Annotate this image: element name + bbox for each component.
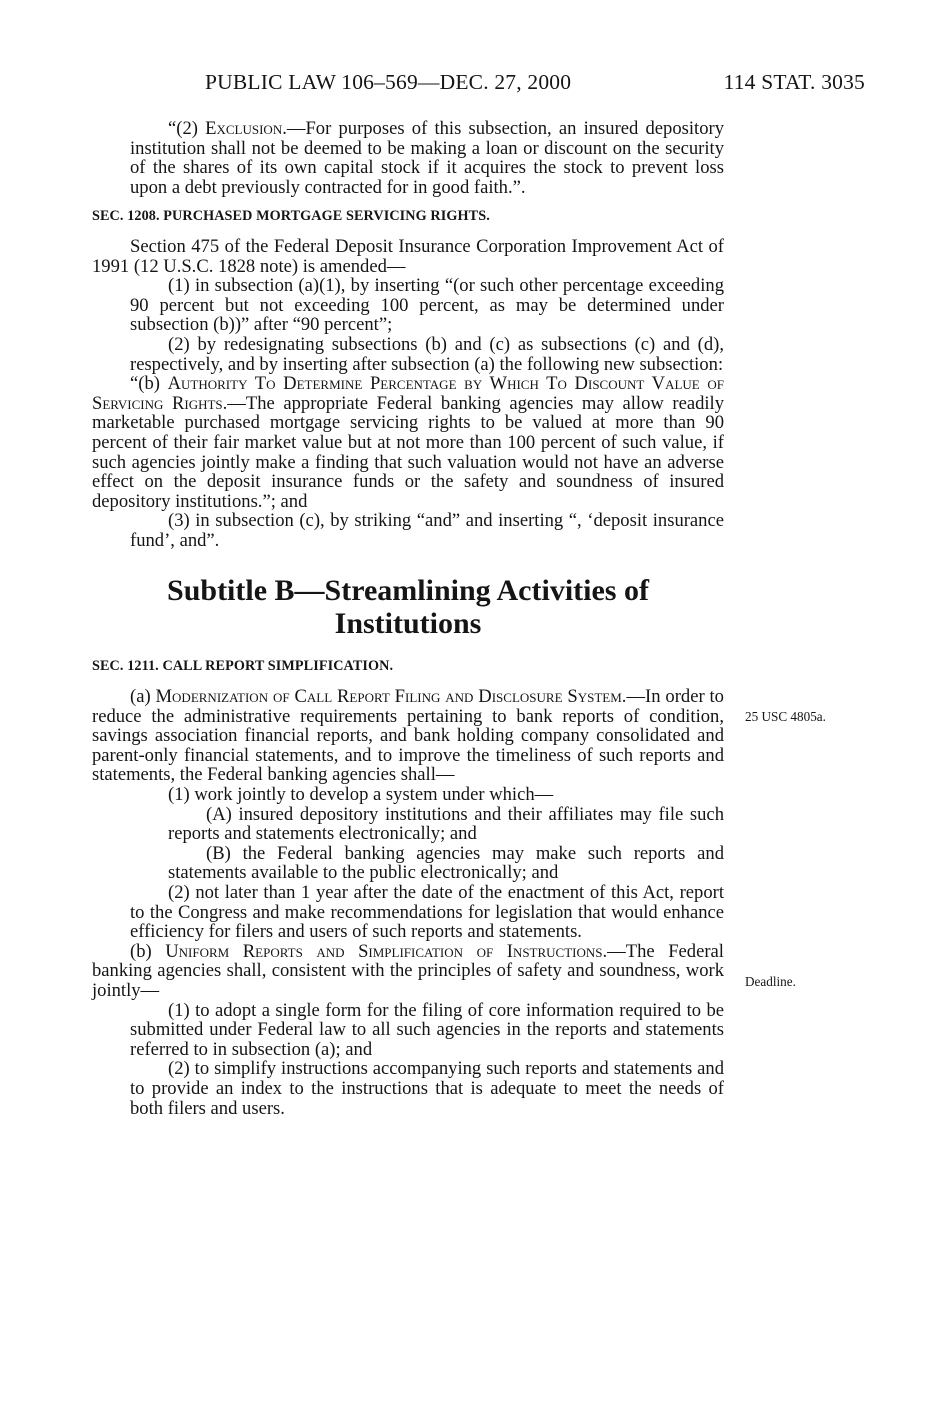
running-header [205,70,865,100]
section-1208-heading: SEC. 1208. PURCHASED MORTGAGE SERVICING RIGHTS. [92,208,490,225]
para-open: (a) [130,686,156,708]
header-citation: PUBLIC LAW 106–569—DEC. 27, 2000 [205,70,572,94]
section-1211-b-1: (1) to adopt a single form for the filing of core information required to be submitted under Federal law to all such agencies in the reports and statements referred to in subsection (a); and [130,999,724,1060]
section-1211-b-2: (2) to simplify instructions accompanying such reports and statements and to provide an index to the instructions that is adequate to meet the needs of both filers and users. [130,1058,724,1119]
para-open: “(b) [130,373,168,395]
subtitle-heading: Subtitle B—Streamlining Activities of Institutions [167,574,649,641]
section-1211-a-1: (1) work jointly to develop a system under which— [168,784,554,806]
section-1211-heading: SEC. 1211. CALL REPORT SIMPLIFICATION. [92,658,394,675]
section-1208-item-2: (2) by redesignating subsections (b) and (c) as subsections (c) and (d), respectively, and by inserting after subsection (a) the following new subsection: [130,333,724,375]
para-text: .—For purposes of this subsection, an insured depository institution shall not be deemed to be making a loan or discount on the security of the shares of its own capital stock if it acquires the stock to prevent loss upon a debt previously contracted for in good faith.”. [130,118,724,198]
section-1211-a-2: (2) not later than 1 year after the date of the enactment of this Act, report to the Congress and make recommendations for legislation that would enhance efficiency for filers and users of such reports and statements. [130,882,724,943]
para-text: .—In order to reduce the administrative requirements pertaining to bank reports of condition, savings association financial reports, and bank holding company consolidated and parent-only financial statements, and to improve the timeliness of such reports and statements, the Federal banking agencies shall— [92,686,724,786]
section-1211-subsection-b [92,942,724,1001]
margin-note-usc: 25 USC 4805a. [745,709,826,724]
section-1208-subsection-b [92,374,724,511]
para-text: .—The Federal banking agencies shall, consistent with the principles of safety and soundness, work jointly— [92,940,724,1001]
section-1208-item-3: (3) in subsection (c), by striking “and” and inserting “, ‘deposit insurance fund’, and”. [130,510,724,551]
section-1208-intro: Section 475 of the Federal Deposit Insurance Corporation Improvement Act of 1991 (12 U.S.C. 1828 note) is amended— [92,235,724,277]
para-caption: Modernization of Call Report Filing and Disclosure System [155,686,622,708]
section-1211-a-1-A: (A) insured depository institutions and their affiliates may file such reports and statements electronically; and [168,803,724,845]
para-caption: Exclusion [205,118,283,139]
paragraph-exclusion [92,119,724,197]
section-1208-item-1: (1) in subsection (a)(1), by inserting “(or such other percentage exceeding 90 percent but not exceeding 100 percent, as may be determined under subsection (b))” after “90 percent”; [130,275,724,336]
section-1211-subsection-a [92,687,724,785]
para-open: (b) [130,940,166,962]
para-open: “(2) [168,118,206,139]
header-page-number: 114 STAT. 3035 [723,70,865,94]
para-caption: Uniform Reports and Simplification of Instructions [165,940,603,962]
margin-note-deadline: Deadline. [745,974,796,989]
body-text [92,119,724,1118]
section-1211-a-1-B: (B) the Federal banking agencies may make such reports and statements available to the public electronically; and [168,842,724,884]
para-caption: Authority To Determine Percentage by Which To Discount Value of Servicing Rights [92,373,724,414]
para-text: .—The appropriate Federal banking agencies may allow readily marketable purchased mortgage servicing rights to be valued at more than 90 percent of their fair market value but at not more than 100 percent of such value, if such agencies jointly make a finding that such valuation would not have an adverse effect on the deposit insurance funds or the safety and soundness of insured depository institutions.”; and [92,392,725,512]
